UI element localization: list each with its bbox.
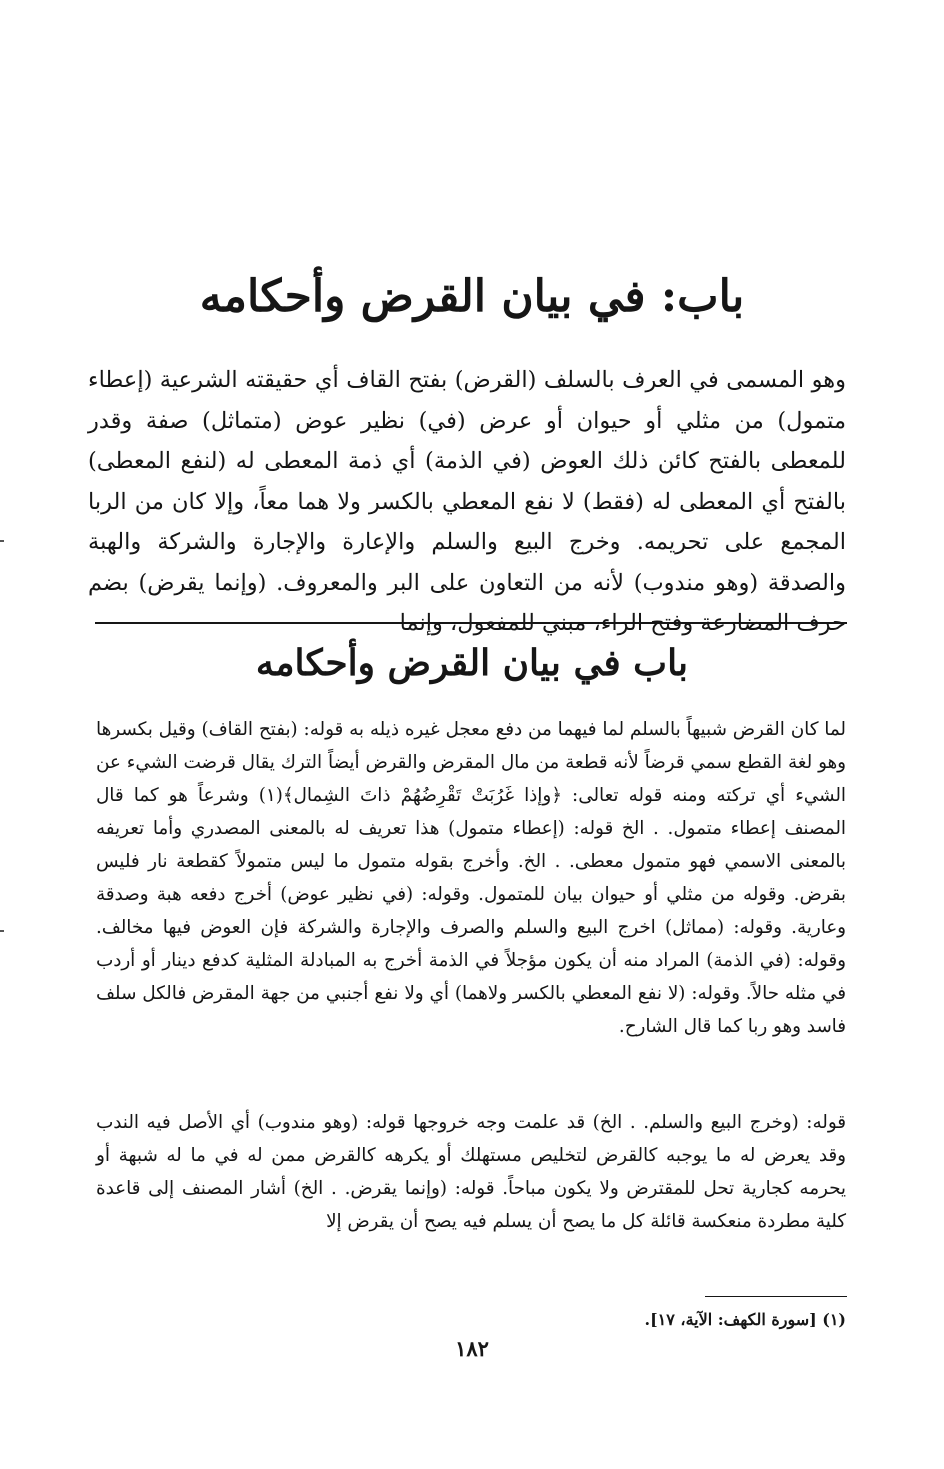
footnote: (١) [سورة الكهف: الآية، ١٧]. [644, 1310, 846, 1329]
scan-margin-mark [0, 540, 4, 542]
scan-margin-mark [0, 930, 4, 932]
commentary-title: باب في بيان القرض وأحكامه [255, 642, 689, 684]
section-divider [95, 622, 847, 624]
chapter-title: باب: في بيان القرض وأحكامه [199, 271, 745, 322]
commentary-paragraph-2: قوله: (وخرج البيع والسلم. . الخ) قد علمت وجه خروجها قوله: (وهو مندوب) أي الأصل فيه الندب وقد يعرض له ما يوجبه كالقرض لتخليص مستهلك أو يكرهه كالقرض ممن له في ما له شبهة أو يحرمه كجارية تحل للمقترض ولا يكون مباحاً. قوله: (وإنما يقرض. . الخ) أشار المصنف إلى قاعدة كلية مطردة منعكسة قائلة كل ما يصح أن يسلم فيه يصح أن يقرض إلا [96, 1112, 846, 1232]
commentary-paragraph-1: لما كان القرض شبيهاً بالسلم لما فيهما من دفع معجل غيره ذيله به قوله: (بفتح القاف) وقيل بكسرها وهو لغة القطع سمي قرضاً لأنه قطعة من مال المقرض والقرض أيضاً الترك يقال قرضت الشيء عن الشيء أي تركته ومنه قوله تعالى: ﴿وإذا غَرُبَتْ تَقْرِضُهُمْ ذاتَ الشِمال﴾(١) وشرعاً هو كما قال المصنف إعطاء متمول. . الخ قوله: (إعطاء متمول) هذا تعريف له بالمعنى المصدري وأما تعريفه بالمعنى الاسمي فهو متمول معطى. . الخ. وأخرج بقوله متمول ما ليس متمولاً كقطعة نار فليس بقرض. وقوله من مثلي أو حيوان بيان للمتمول. وقوله: (في نظير عوض) أخرج دفعه هبة وصدقة وعارية. وقوله: (مماثل) اخرج البيع والسلم والصرف والإجارة والشركة فإن العوض فيها مخالف. وقوله: (في الذمة) المراد منه أن يكون مؤجلاً في الذمة أخرج به المبادلة المثلية كدفع دينار أو أردب في مثله حالاً. وقوله: (لا نفع المعطي بالكسر ولاهما) أي ولا نفع أجنبي من جهة المقرض فالكل سلف فاسد وهو ربا كما قال الشارح. [96, 719, 847, 1037]
page-number: ١٨٢ [455, 1336, 489, 1361]
footnote-divider [705, 1296, 847, 1297]
matn-text: وهو المسمى في العرف بالسلف (القرض) بفتح القاف أي حقيقته الشرعية (إعطاء متمول) من مثلي أو حيوان أو عرض (في) نظير عوض (متماثل) صفة وقدر للمعطى بالفتح كائن ذلك العوض (في الذمة) أي ذمة المعطى له (لنفع المعطى) بالفتح أي المعطى له (فقط) لا نفع المعطي بالكسر ولا هما معاً، وإلا كان من الربا المجمع على تحريمه. وخرج البيع والسلم والإعارة والإجارة والشركة والهبة والصدقة (وهو مندوب) لأنه من التعاون على البر والمعروف. (وإنما يقرض) بضم حرف المضارعة وفتح الراء، مبني للمفعول، وإنما [88, 367, 846, 636]
